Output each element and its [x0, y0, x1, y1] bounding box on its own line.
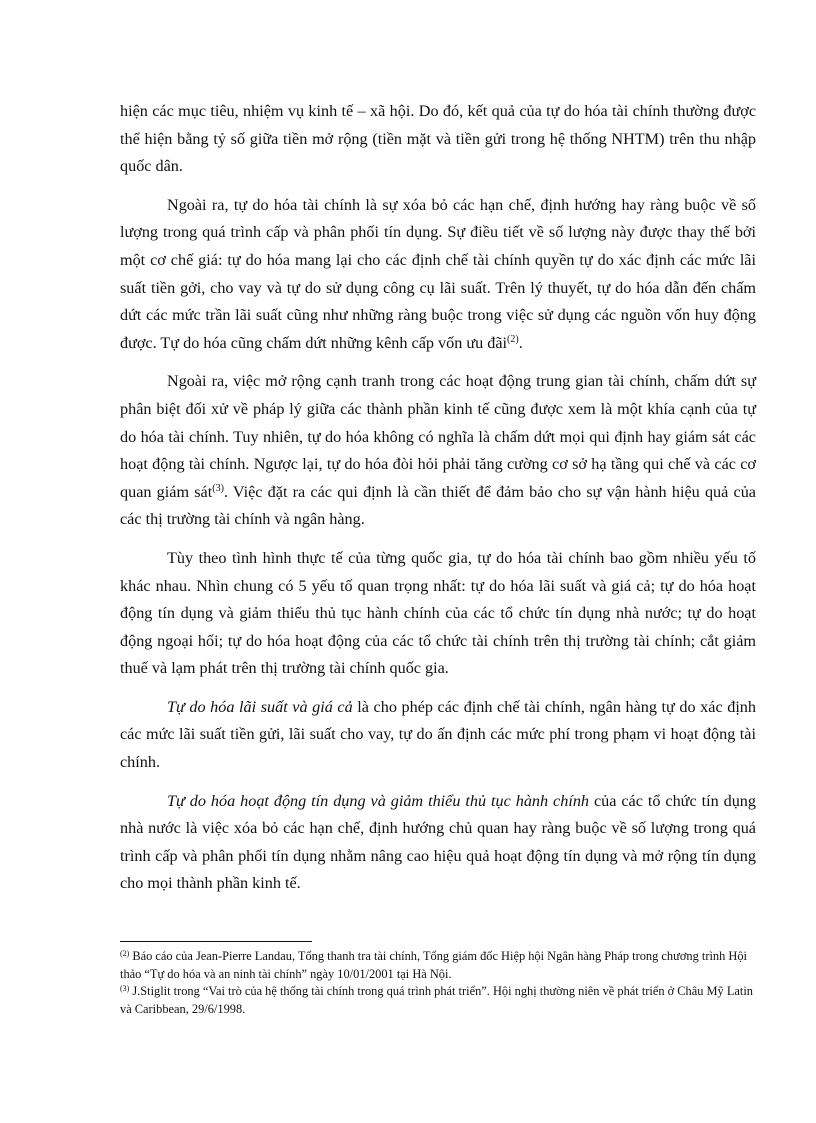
footnote-text: Báo cáo của Jean-Pierre Landau, Tổng thanh tra tài chính, Tổng giám đốc Hiệp hội Ngân hàng Pháp trong chương trình Hội thảo “Tự do hóa và an ninh tài chính” ngày 10/01/2001 tại Hà Nội.: [120, 949, 747, 981]
footnote-ref-2: (2): [507, 333, 519, 345]
paragraph-text-end: . Việc đặt ra các qui định là cần thiết để đảm bảo cho sự vận hành hiệu quả của các thị trường tài chính và ngân hàng.: [120, 482, 756, 529]
footnote-divider: [120, 941, 312, 942]
footnote-2: [120, 948, 756, 983]
footnote-ref-3: (3): [212, 482, 224, 494]
paragraph-text-end: .: [518, 333, 523, 352]
footnote-3: [120, 983, 756, 1018]
paragraph-text: Ngoài ra, tự do hóa tài chính là sự xóa bỏ các hạn chế, định hướng hay ràng buộc về số lượng trong quá trình cấp và phân phối tín dụng. Sự điều tiết về số lượng này được thay thế bởi một cơ chế giá: tự do hóa mang lại cho các định chế tài chính quyền tự do xác định các mức lãi suất tiền gởi, cho vay và tự do sử dụng công cụ lãi suất. Trên lý thuyết, tự do hóa dẫn đến chấm dứt các mức trần lãi suất cũng như những ràng buộc trong việc sử dụng các nguồn vốn huy động được. Tự do hóa cũng chấm dứt những kênh cấp vốn ưu đãi: [120, 195, 756, 352]
paragraph-3: [120, 368, 756, 534]
footnote-marker: (3): [120, 984, 130, 993]
italic-term: Tự do hóa lãi suất và giá cả: [167, 697, 353, 716]
paragraph-1: [120, 98, 756, 181]
footnote-text: J.Stiglit trong “Vai trò của hệ thống tài chính trong quá trình phát triển”. Hội nghị thường niên về phát triển ở Châu Mỹ Latin và Caribbean, 29/6/1998.: [120, 984, 753, 1016]
italic-term: Tự do hóa hoạt động tín dụng và giảm thiểu thủ tục hành chính: [167, 791, 590, 810]
footnote-marker: (2): [120, 949, 130, 958]
paragraph-text: là cho phép các định chế tài chính, ngân hàng tự do xác định các mức lãi suất tiền gửi, lãi suất cho vay, tự do ấn định các mức phí trong phạm vi hoạt động tài chính.: [120, 697, 756, 772]
paragraph-6: [120, 788, 756, 898]
paragraph-text: hiện các mục tiêu, nhiệm vụ kinh tế – xã hội. Do đó, kết quả của tự do hóa tài chính thường được thể hiện bằng tỷ số giữa tiền mở rộng (tiền mặt và tiền gửi trong hệ thống NHTM) trên thu nhập quốc dân.: [120, 102, 756, 176]
footnotes: [120, 948, 756, 1018]
paragraph-2: [120, 192, 756, 358]
paragraph-text: của các tổ chức tín dụng nhà nước là việc xóa bỏ các hạn chế, định hướng chủ quan hay ràng buộc về số lượng trong quá trình cấp và phân phối tín dụng nhằm nâng cao hiệu quả hoạt động tín dụng và mở rộng tín dụng cho mọi thành phần kinh tế.: [120, 791, 756, 893]
body-text: [120, 98, 756, 909]
paragraph-5: [120, 694, 756, 777]
paragraph-text: Tùy theo tình hình thực tế của từng quốc gia, tự do hóa tài chính bao gồm nhiều yếu tố khác nhau. Nhìn chung có 5 yếu tố quan trọng nhất: tự do hóa lãi suất và giá cả; tự do hóa hoạt động tín dụng và giảm thiểu thủ tục hành chính của các tổ chức tín dụng nhà nước; tự do hoạt động ngoại hối; tự do hóa hoạt động của các tổ chức tài chính trên thị trường tài chính; cắt giảm thuế và lạm phát trên thị trường tài chính quốc gia.: [120, 548, 756, 678]
paragraph-text: Ngoài ra, việc mở rộng cạnh tranh trong các hoạt động trung gian tài chính, chấm dứt sự phân biệt đối xử về pháp lý giữa các thành phần kinh tế cũng được xem là một khía cạnh của tự do hóa tài chính. Tuy nhiên, tự do hóa không có nghĩa là chấm dứt mọi qui định hay giám sát các hoạt động tài chính. Ngược lại, tự do hóa đòi hỏi phải tăng cường cơ sở hạ tầng qui chế và các cơ quan giám sát: [120, 372, 756, 501]
paragraph-4: [120, 545, 756, 683]
